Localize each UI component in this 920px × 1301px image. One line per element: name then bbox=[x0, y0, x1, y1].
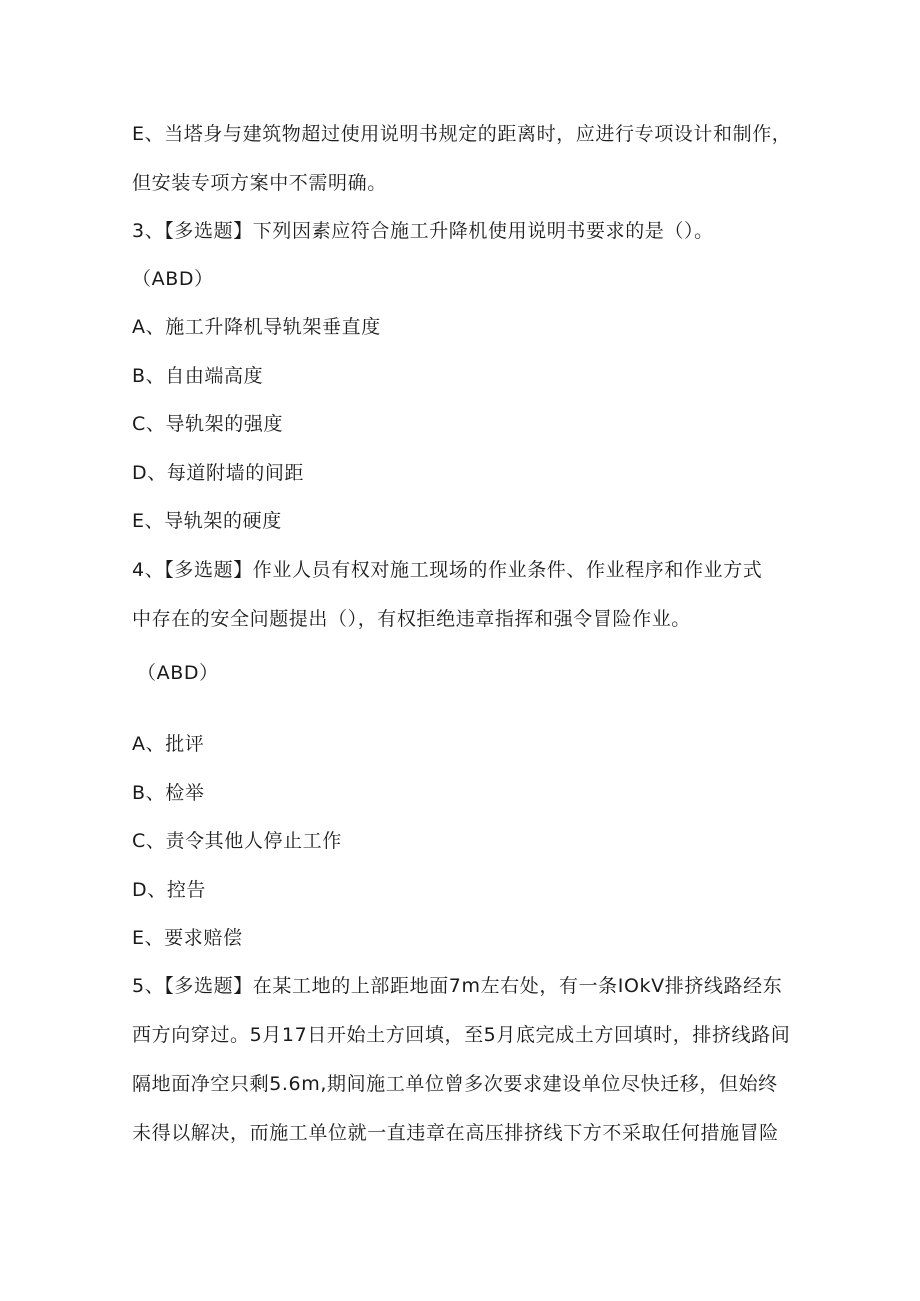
q4-option-d: D、控告 bbox=[132, 879, 207, 901]
q4-option-c: C、责令其他人停止工作 bbox=[132, 830, 342, 852]
q2-option-e-line1: E、当塔身与建筑物超过使用说明书规定的距离时，应进行专项设计和制作， bbox=[132, 123, 792, 145]
q2-option-e-line2: 但安装专项方案中不需明确。 bbox=[132, 172, 387, 194]
q4-option-b: B、检举 bbox=[132, 782, 205, 804]
q4-question-line2: 中存在的安全问题提出（），有权拒绝违章指挥和强令冒险作业。 bbox=[132, 608, 691, 630]
q5-line3: 隔地面净空只剩5.6m,期间施工单位曾多次要求建设单位尽快迁移，但始终 bbox=[132, 1073, 778, 1095]
q3-question: 3、【多选题】下列因素应符合施工升降机使用说明书要求的是（）。 bbox=[132, 220, 714, 242]
q5-line1: 5、【多选题】在某工地的上部距地面7m左右处，有一条IOkV排挤线路经东 bbox=[132, 975, 783, 997]
q5-line4: 未得以解决，而施工单位就一直违章在高压排挤线下方不采取任何措施冒险 bbox=[132, 1122, 779, 1144]
q4-question-line1: 4、【多选题】作业人员有权对施工现场的作业条件、作业程序和作业方式 bbox=[132, 559, 763, 581]
q3-option-a: A、施工升降机导轨架垂直度 bbox=[132, 316, 381, 338]
q3-option-c: C、导轨架的强度 bbox=[132, 413, 284, 435]
q4-option-a: A、批评 bbox=[132, 733, 205, 755]
q4-answer: （ABD） bbox=[137, 662, 219, 684]
q3-answer: （ABD） bbox=[132, 268, 214, 290]
q4-option-e: E、要求赔偿 bbox=[132, 927, 243, 949]
q3-option-b: B、自由端高度 bbox=[132, 365, 264, 387]
q5-line2: 西方向穿过。5月17日开始土方回填，至5月底完成土方回填时，排挤线路间 bbox=[132, 1024, 791, 1046]
q3-option-e: E、导轨架的硬度 bbox=[132, 510, 282, 532]
q3-option-d: D、每道附墙的间距 bbox=[132, 462, 305, 484]
